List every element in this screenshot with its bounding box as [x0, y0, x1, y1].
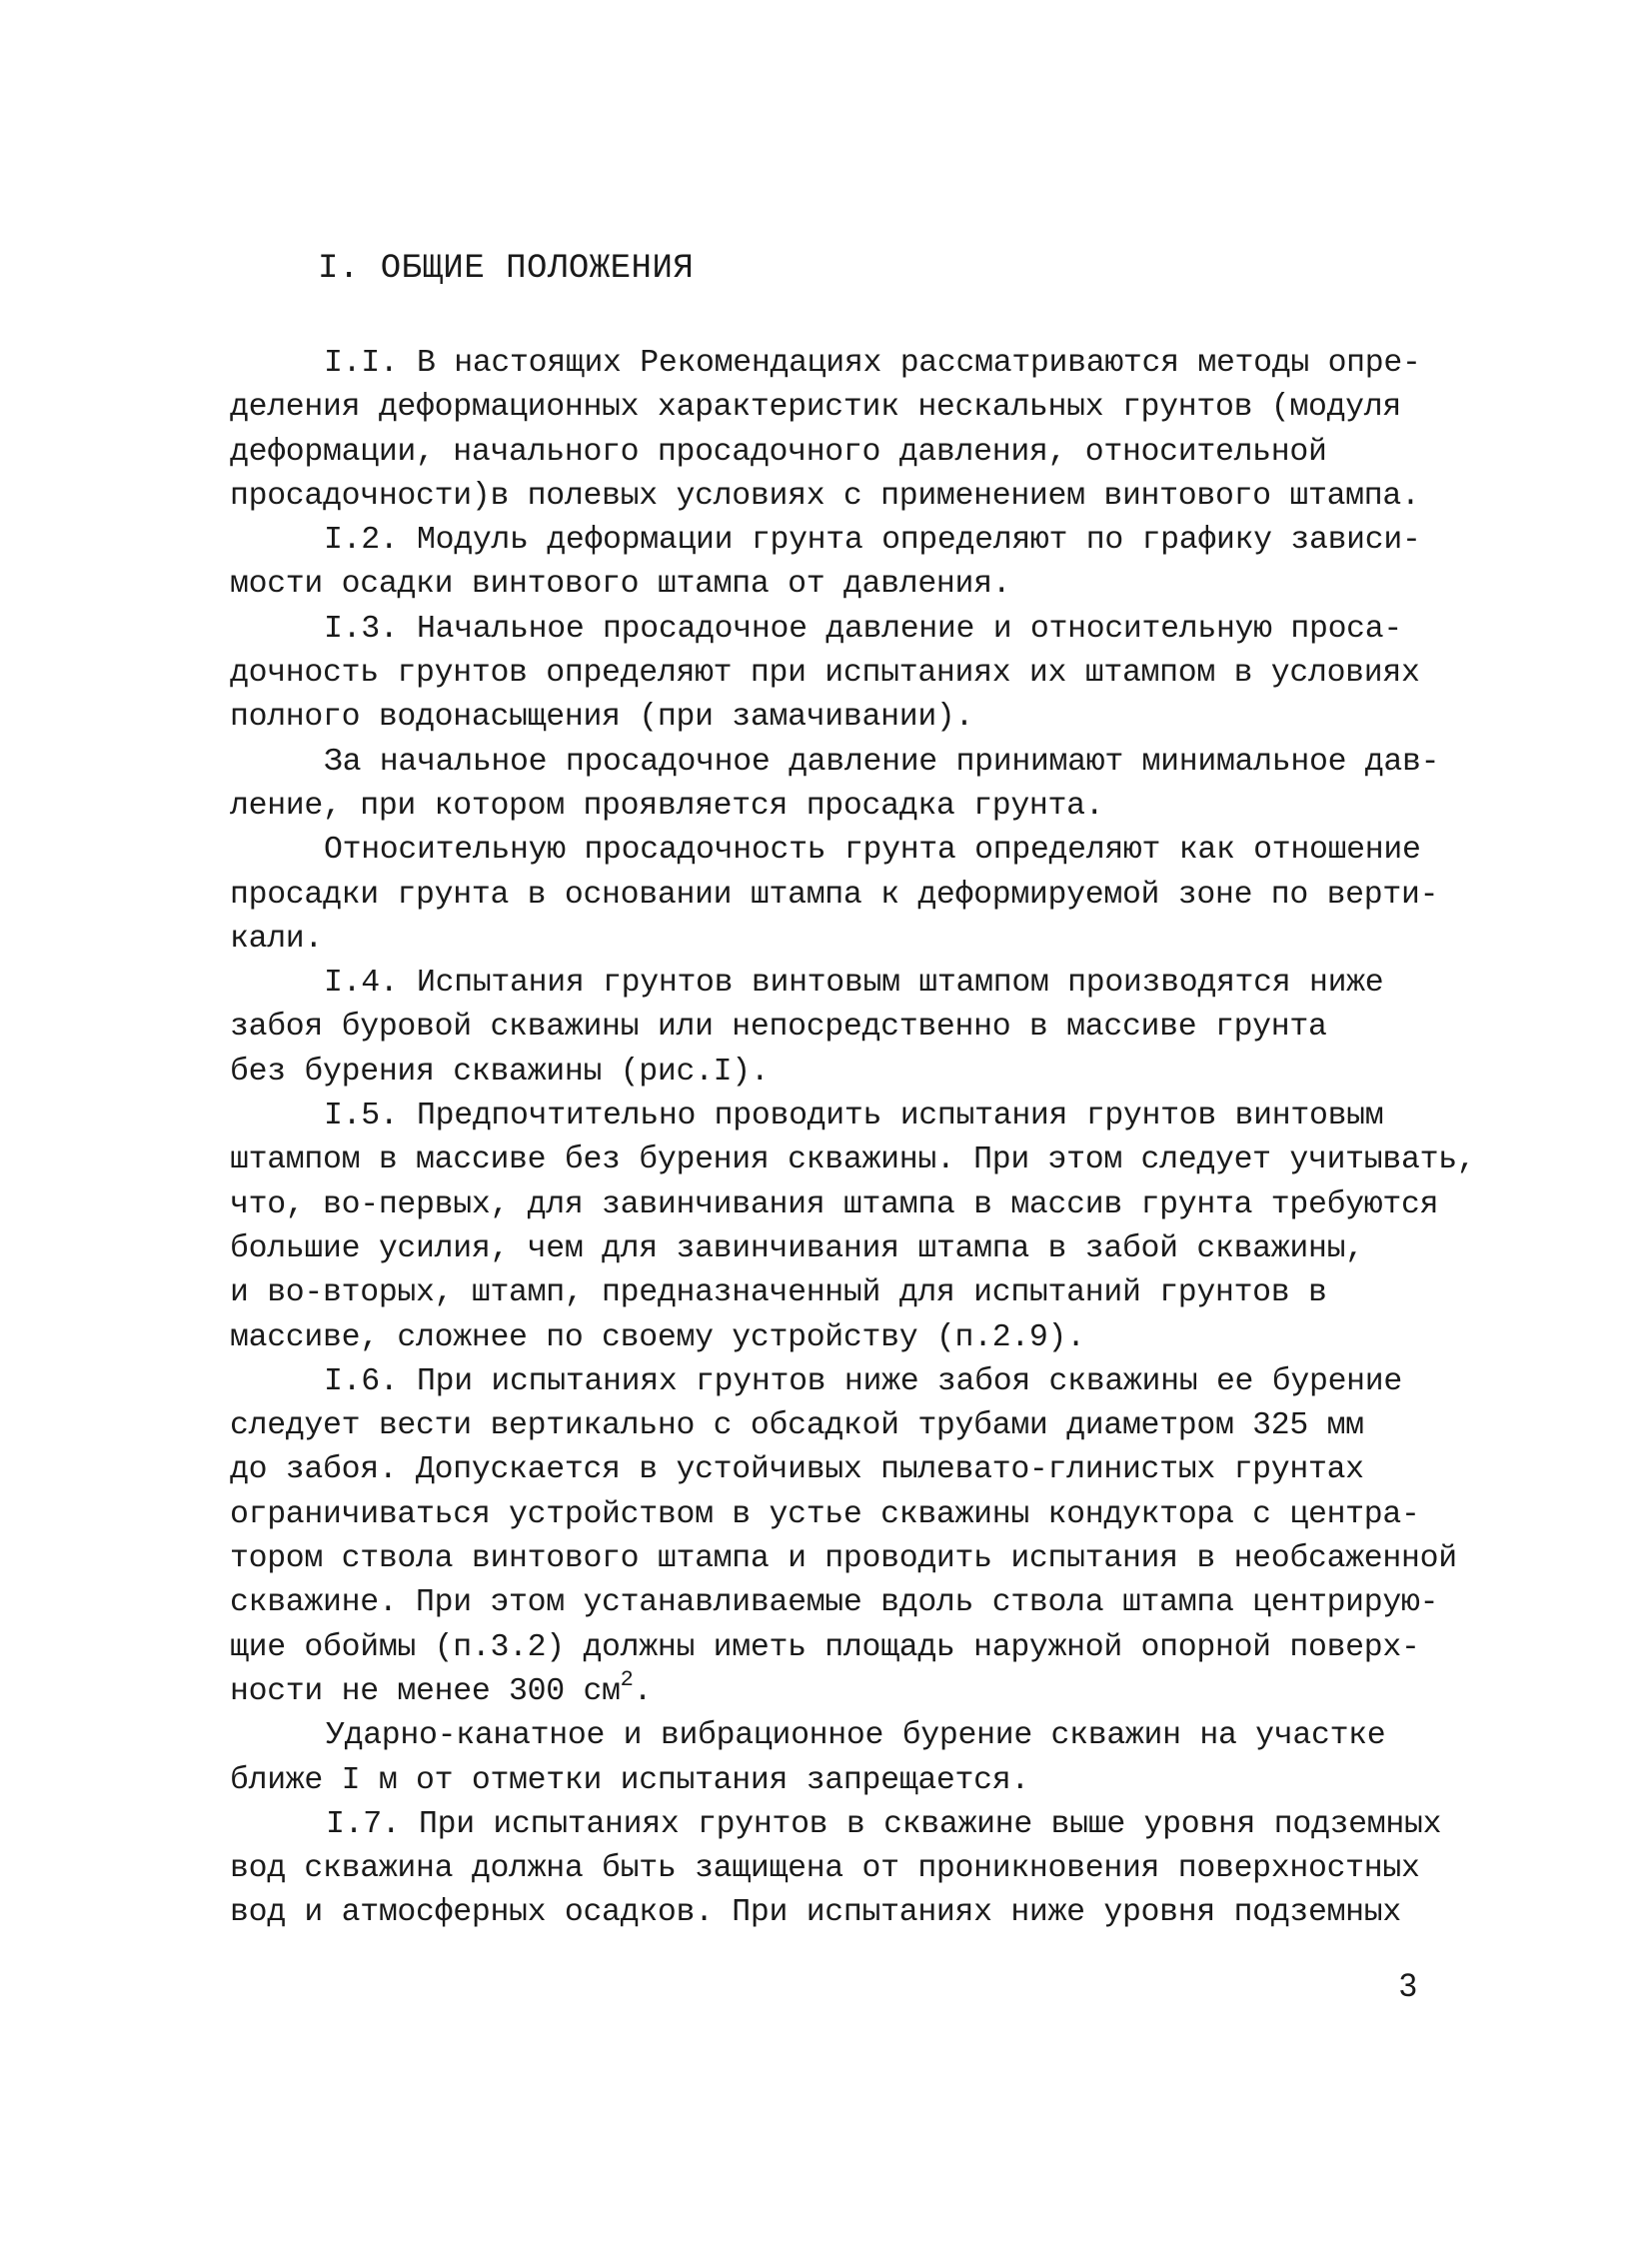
paragraph-1-5-line: большие усилия, чем для завинчивания штампа в забой скважины,	[230, 1230, 1364, 1266]
paragraph-1-5-line: что, во-первых, для завинчивания штампа в массив грунта требуются	[230, 1186, 1439, 1222]
paragraph-1-6-line: тором ствола винтового штампа и проводить испытания в необсаженной	[230, 1541, 1457, 1577]
paragraph-1-6-line: щие обоймы (п.3.2) должны иметь площадь наружной опорной поверх-	[230, 1629, 1420, 1665]
paragraph-1-2-line: I.2. Модуль деформации грунта определяют по графику зависи-	[324, 523, 1421, 559]
paragraph-1-1-line: I.I. В настоящих Рекомендациях рассматриваются методы опре-	[324, 346, 1421, 381]
paragraph-1-6-line-with-unit	[230, 1666, 1429, 1714]
paragraph-drilling-line: Ударно-канатное и вибрационное бурение скважин на участке	[326, 1718, 1386, 1754]
paragraph-1-1-line: деформации, начального просадочного давления, относительной	[230, 434, 1327, 470]
paragraph-1-4-line: забоя буровой скважины или непосредственно в массиве грунта	[230, 1010, 1327, 1046]
paragraph-1-6-line: до забоя. Допускается в устойчивых пылевато-глинистых грунтах	[230, 1452, 1364, 1488]
paragraph-initial-pressure-line: ление, при котором проявляется просадка грунта.	[230, 788, 1104, 824]
unit-superscript: 2	[620, 1666, 634, 1692]
paragraph-1-3-line: полного водонасыщения (при замачивании).	[230, 700, 974, 736]
paragraph-drilling-line: ближе I м от отметки испытания запрещается.	[230, 1762, 1029, 1798]
paragraph-1-4-line: I.4. Испытания грунтов винтовым штампом производятся ниже	[324, 966, 1384, 1002]
sentence-end: .	[633, 1673, 653, 1709]
paragraph-relative-subsidence-line: кали.	[230, 921, 324, 957]
body-text	[230, 342, 1476, 1936]
paragraph-relative-subsidence-line: Относительную просадочность грунта определяют как отношение	[324, 833, 1421, 869]
paragraph-1-5-line: I.5. Предпочтительно проводить испытания грунтов винтовым	[324, 1099, 1384, 1134]
paragraph-1-7-line: вод скважина должна быть защищена от проникновения поверхностных	[230, 1851, 1420, 1887]
paragraph-initial-pressure-line: За начальное просадочное давление принимают минимальное дав-	[324, 744, 1440, 780]
paragraph-1-3-line: I.3. Начальное просадочное давление и относительную проса-	[324, 611, 1402, 647]
paragraph-1-6-line: I.6. При испытаниях грунтов ниже забоя скважины ее бурение	[324, 1363, 1402, 1399]
paragraph-1-2-line: мости осадки винтового штампа от давления.	[230, 567, 1011, 603]
paragraph-1-1-line: деления деформационных характеристик нескальных грунтов (модуля	[230, 390, 1401, 426]
page-number: 3	[1399, 1967, 1417, 2003]
paragraph-1-7-line: вод и атмосферных осадков. При испытаниях ниже уровня подземных	[230, 1895, 1401, 1931]
paragraph-1-5-line: массиве, сложнее по своему устройству (п.2.9).	[230, 1319, 1085, 1355]
paragraph-1-6-line: ограничиваться устройством в устье скважины кондуктора с центра-	[230, 1496, 1420, 1532]
paragraph-1-6-line: следует вести вертикально с обсадкой трубами диаметром 325 мм	[230, 1408, 1364, 1444]
paragraph-1-7-line: I.7. При испытаниях грунтов в скважине выше уровня подземных	[326, 1806, 1442, 1842]
paragraph-1-5-line: и во-вторых, штамп, предназначенный для испытаний грунтов в	[230, 1275, 1327, 1311]
paragraph-relative-subsidence-line: просадки грунта в основании штампа к деформируемой зоне по верти-	[230, 877, 1439, 913]
paragraph-1-4-line: без бурения скважины (рис.I).	[230, 1054, 770, 1090]
paragraph-1-5-line: штампом в массиве без бурения скважины. При этом следует учитывать,	[230, 1142, 1476, 1178]
section-heading: I. ОБЩИЕ ПОЛОЖЕНИЯ	[318, 250, 695, 288]
paragraph-1-1-line: просадочности)в полевых условиях с применением винтового штампа.	[230, 478, 1420, 514]
paragraph-1-3-line: дочность грунтов определяют при испытаниях их штампом в условиях	[230, 656, 1420, 692]
paragraph-1-6-line: скважине. При этом устанавливаемые вдоль ствола штампа центрирую-	[230, 1585, 1439, 1621]
area-text: ности не менее 300 см	[230, 1673, 621, 1709]
